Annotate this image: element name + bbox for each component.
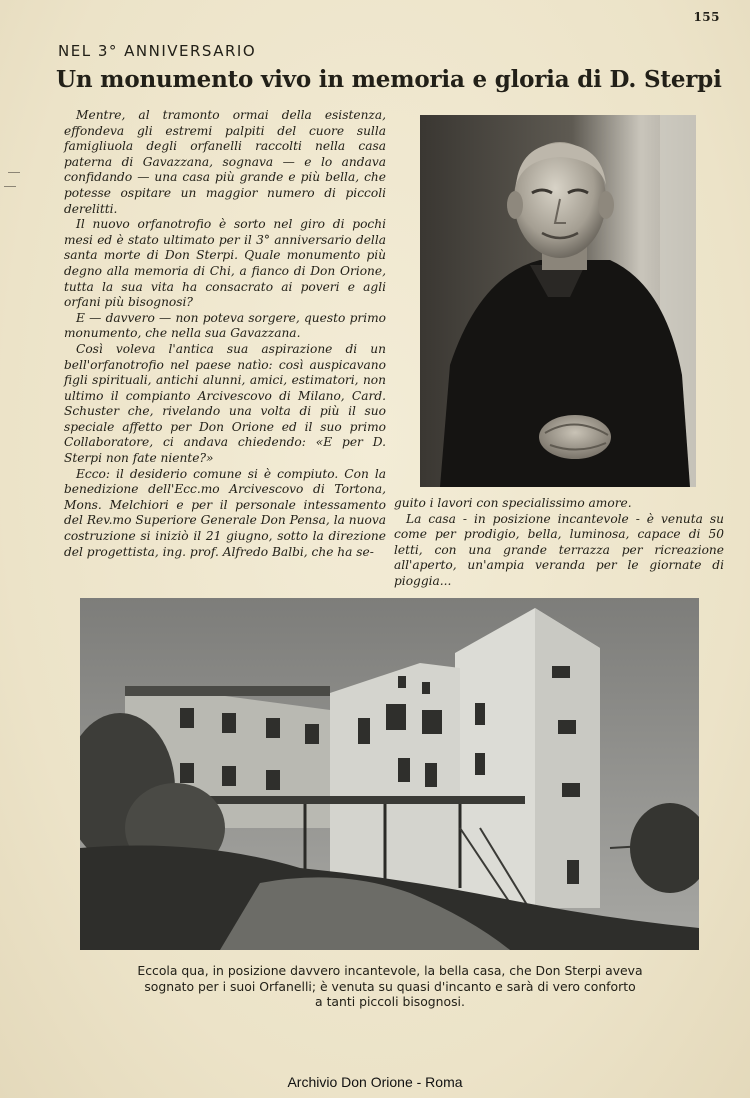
building-illustration: [80, 598, 699, 950]
article-paragraph: Il nuovo orfanotrofio è sorto nel giro di pochi mesi ed è stato ultimato per il 3° anniversario della santa morte di Don Sterpi. Quale monumento più degno alla memoria di Chi, a fianco di Don Orione, tutta la sua vita ha consacrato ai poveri e agli orfani più bisognosi?: [64, 217, 386, 310]
page-number: 155: [693, 10, 720, 24]
portrait-photo: [420, 115, 696, 487]
article-paragraph: Così voleva l'antica sua aspirazione di un bell'orfanotrofio nel paese natìo: così auspicavano figli spirituali, antichi alunni, amici, estimatori, non ultimo il compianto Arcivescovo di Milano, Card. Schuster che, rivelando una volta di più il suo speciale affetto per Don Orione ed il suo primo Collaboratore, ci andava chiedendo: «E per D. Sterpi non fate niente?»: [64, 341, 386, 466]
article-paragraph: La casa - in posizione incantevole - è venuta su come per prodigio, bella, luminosa, capace di 50 letti, con una grande terrazza per ricreazione all'aperto, un'ampia veranda per le giornate di pioggia...: [394, 511, 724, 588]
article-continuation: guito i lavori con specialissimo amore.: [394, 496, 632, 510]
photo-caption: [90, 963, 690, 1010]
article-paragraph: Mentre, al tramonto ormai della esistenza, effondeva gli estremi palpiti del cuore sulla famigliuola degli orfanelli raccolti nella casa paterna di Gavazzana, sognava — e lo andava confidando — una casa più grande e più bella, che potesse ospitare un maggior numero di piccoli derelitti.: [64, 108, 386, 216]
caption-line: sognato per i suoi Orfanelli; è venuta su quasi d'incanto e sarà di vero conforto: [144, 978, 636, 994]
section-kicker: NEL 3° ANNIVERSARIO: [58, 42, 257, 60]
portrait-illustration: [420, 115, 696, 487]
page-edge-mark: [4, 186, 16, 187]
page-edge-mark: [8, 172, 20, 173]
article-paragraph: Ecco: il desiderio comune si è compiuto. Con la benedizione dell'Ecc.mo Arcivescovo di Tortona, Mons. Melchiori e per il personale intessamento del Rev.mo Superiore Generale Don Pensa, la nuova costruzione si iniziò il 21 giugno, sotto la direzione del progettista, ing. prof. Alfredo Balbi, che ha se-: [64, 466, 386, 559]
archive-footer: Archivio Don Orione - Roma: [287, 1074, 463, 1090]
article-paragraph: E — davvero — non poteva sorgere, questo primo monumento, che nella sua Gavazzana.: [64, 310, 386, 341]
caption-line: Eccola qua, in posizione davvero incantevole, la bella casa, che Don Sterpi aveva: [137, 963, 643, 978]
article-left-column: [64, 108, 386, 560]
building-photo: [80, 598, 699, 950]
article-right-column: [394, 496, 724, 590]
caption-line: a tanti piccoli bisognosi.: [315, 994, 465, 1009]
article-headline: Un monumento vivo in memoria e gloria di D. Sterpi: [56, 66, 722, 93]
